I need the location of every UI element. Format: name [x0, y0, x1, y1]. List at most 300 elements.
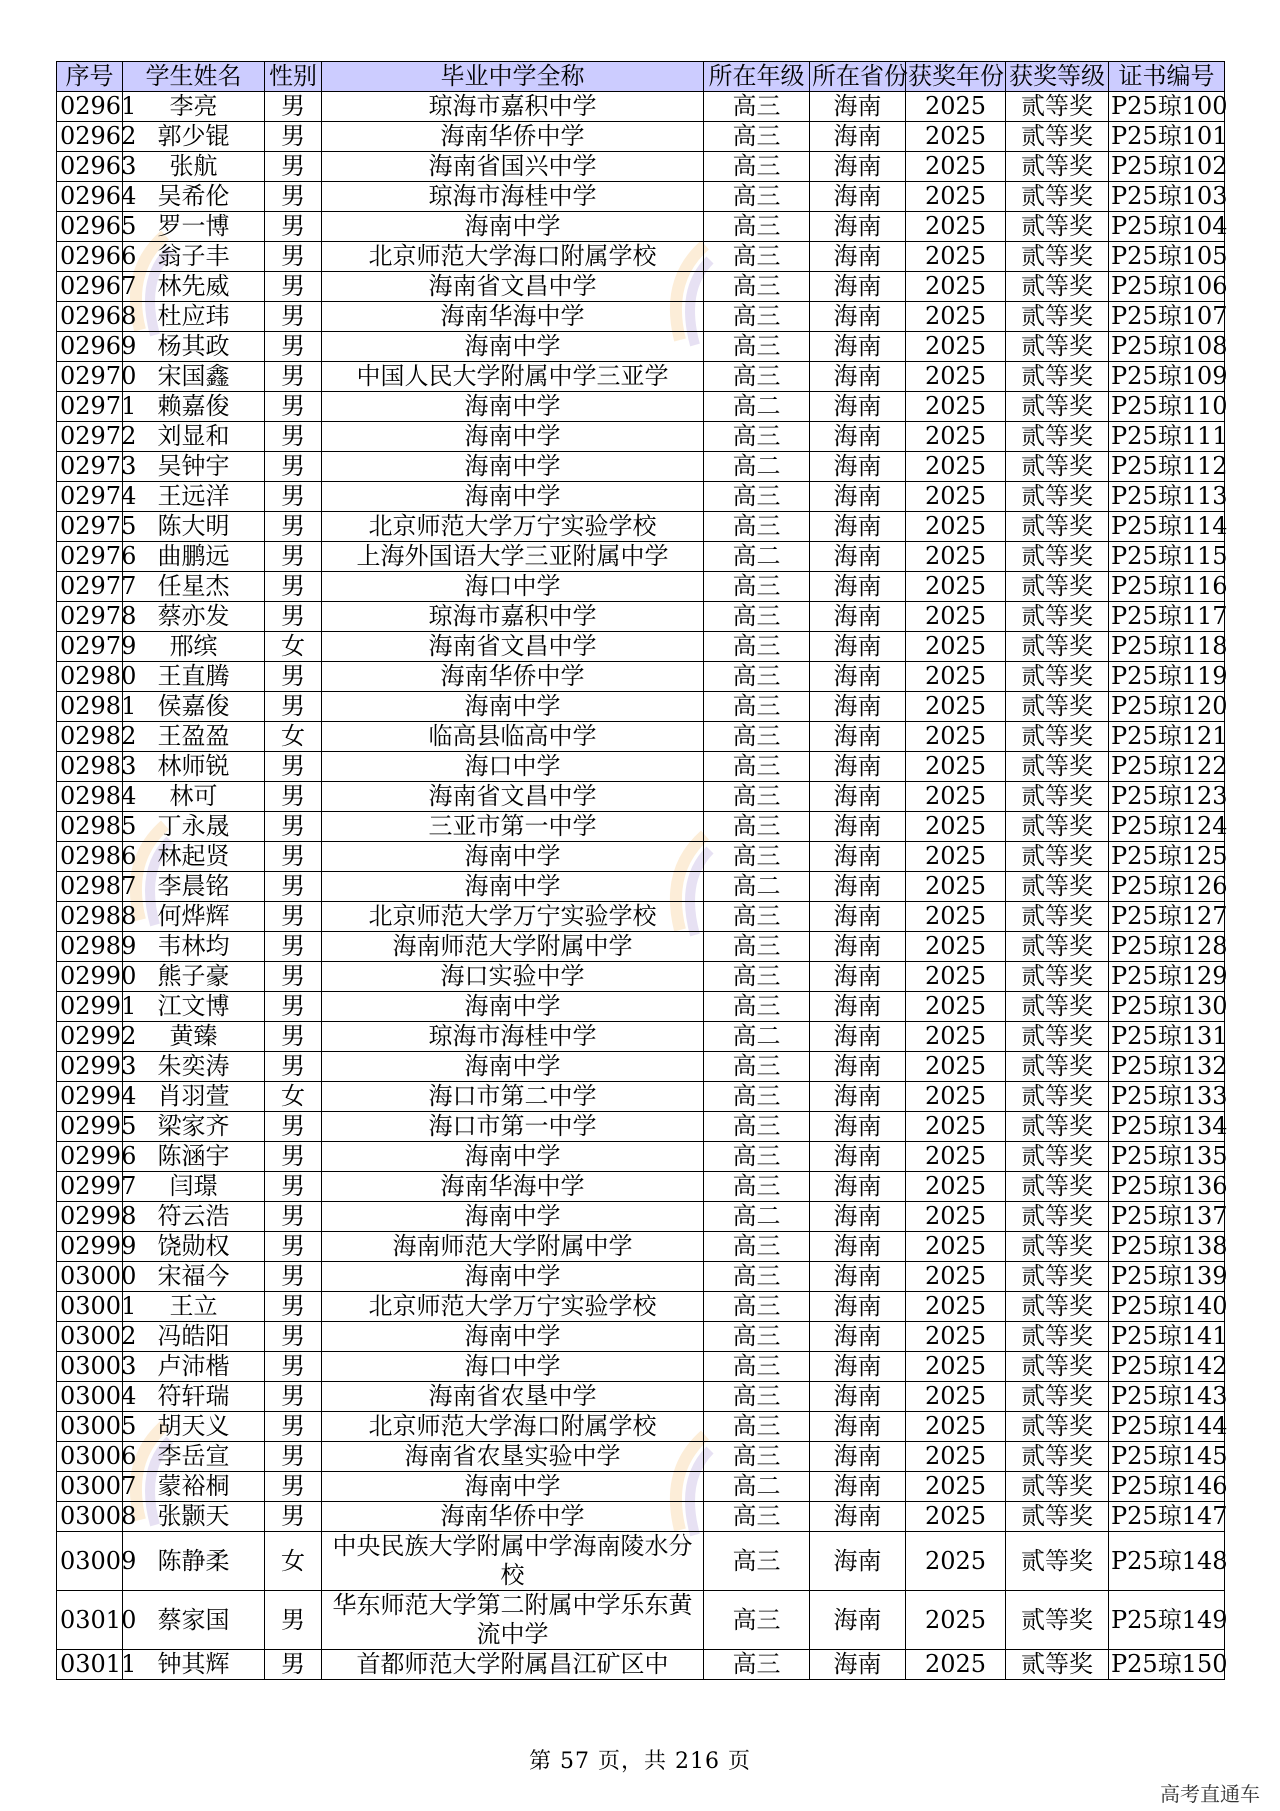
cell-grade: 高三	[704, 632, 810, 662]
cell-school: 北京师范大学万宁实验学校	[322, 1292, 704, 1322]
cell-school: 三亚市第一中学	[322, 812, 704, 842]
cell-seq: 03004	[57, 1382, 123, 1412]
cell-student-name: 林可	[123, 782, 265, 812]
header-gender: 性别	[265, 62, 322, 92]
table-row	[57, 1292, 1225, 1322]
cell-province: 海南	[810, 602, 906, 632]
cell-award-level: 贰等奖	[1006, 1232, 1109, 1262]
cell-award-level: 贰等奖	[1006, 512, 1109, 542]
cell-certificate-no: P25琼145	[1109, 1442, 1225, 1472]
cell-certificate-no: P25琼139	[1109, 1262, 1225, 1292]
cell-certificate-no: P25琼113	[1109, 482, 1225, 512]
cell-gender: 男	[265, 1472, 322, 1502]
cell-student-name: 王远洋	[123, 482, 265, 512]
cell-province: 海南	[810, 1232, 906, 1262]
table-row	[57, 302, 1225, 332]
cell-school: 琼海市嘉积中学	[322, 92, 704, 122]
table-row	[57, 932, 1225, 962]
cell-province: 海南	[810, 182, 906, 212]
cell-grade: 高三	[704, 1322, 810, 1352]
cell-seq: 02968	[57, 302, 123, 332]
cell-award-year: 2025	[906, 242, 1006, 272]
cell-certificate-no: P25琼135	[1109, 1142, 1225, 1172]
cell-award-level: 贰等奖	[1006, 1022, 1109, 1052]
cell-school: 海南中学	[322, 1472, 704, 1502]
table-row	[57, 152, 1225, 182]
cell-award-year: 2025	[906, 1202, 1006, 1232]
cell-seq: 02994	[57, 1082, 123, 1112]
cell-award-year: 2025	[906, 1112, 1006, 1142]
table-row	[57, 482, 1225, 512]
cell-gender: 男	[265, 332, 322, 362]
cell-grade: 高三	[704, 722, 810, 752]
cell-grade: 高三	[704, 1591, 810, 1650]
cell-student-name: 饶勋权	[123, 1232, 265, 1262]
cell-province: 海南	[810, 1322, 906, 1352]
cell-province: 海南	[810, 452, 906, 482]
cell-province: 海南	[810, 1022, 906, 1052]
cell-school: 海口市第一中学	[322, 1112, 704, 1142]
cell-award-level: 贰等奖	[1006, 452, 1109, 482]
cell-seq: 02991	[57, 992, 123, 1022]
cell-seq: 02982	[57, 722, 123, 752]
cell-award-year: 2025	[906, 1502, 1006, 1532]
table-row	[57, 212, 1225, 242]
cell-award-level: 贰等奖	[1006, 1202, 1109, 1232]
cell-province: 海南	[810, 782, 906, 812]
cell-gender: 男	[265, 572, 322, 602]
header-award-level: 获奖等级	[1006, 62, 1109, 92]
cell-province: 海南	[810, 302, 906, 332]
cell-certificate-no: P25琼116	[1109, 572, 1225, 602]
cell-school: 海南华海中学	[322, 302, 704, 332]
cell-school: 海南省农垦实验中学	[322, 1442, 704, 1472]
cell-certificate-no: P25琼108	[1109, 332, 1225, 362]
cell-gender: 男	[265, 932, 322, 962]
cell-certificate-no: P25琼120	[1109, 692, 1225, 722]
table-row	[57, 722, 1225, 752]
cell-gender: 女	[265, 722, 322, 752]
header-student-name: 学生姓名	[123, 62, 265, 92]
cell-province: 海南	[810, 1142, 906, 1172]
cell-student-name: 韦林均	[123, 932, 265, 962]
cell-gender: 男	[265, 182, 322, 212]
cell-award-year: 2025	[906, 302, 1006, 332]
cell-province: 海南	[810, 752, 906, 782]
cell-school: 海南中学	[322, 1322, 704, 1352]
cell-school: 海南中学	[322, 452, 704, 482]
cell-student-name: 王立	[123, 1292, 265, 1322]
cell-student-name: 王直腾	[123, 662, 265, 692]
cell-certificate-no: P25琼112	[1109, 452, 1225, 482]
cell-school: 海南中学	[322, 392, 704, 422]
cell-grade: 高三	[704, 602, 810, 632]
cell-school: 海南华侨中学	[322, 662, 704, 692]
cell-seq: 02990	[57, 962, 123, 992]
table-row	[57, 512, 1225, 542]
table-row	[57, 782, 1225, 812]
cell-gender: 男	[265, 212, 322, 242]
cell-student-name: 刘显和	[123, 422, 265, 452]
cell-award-level: 贰等奖	[1006, 362, 1109, 392]
cell-grade: 高二	[704, 1472, 810, 1502]
cell-award-level: 贰等奖	[1006, 872, 1109, 902]
cell-province: 海南	[810, 692, 906, 722]
cell-school: 海南中学	[322, 1202, 704, 1232]
cell-grade: 高三	[704, 482, 810, 512]
cell-certificate-no: P25琼130	[1109, 992, 1225, 1022]
cell-province: 海南	[810, 542, 906, 572]
cell-award-year: 2025	[906, 602, 1006, 632]
cell-grade: 高三	[704, 1112, 810, 1142]
cell-grade: 高三	[704, 332, 810, 362]
cell-gender: 男	[265, 1442, 322, 1472]
cell-seq: 03002	[57, 1322, 123, 1352]
cell-student-name: 梁家齐	[123, 1112, 265, 1142]
cell-certificate-no: P25琼131	[1109, 1022, 1225, 1052]
cell-province: 海南	[810, 722, 906, 752]
cell-award-year: 2025	[906, 422, 1006, 452]
cell-award-year: 2025	[906, 842, 1006, 872]
cell-award-level: 贰等奖	[1006, 152, 1109, 182]
cell-grade: 高三	[704, 1382, 810, 1412]
cell-seq: 02988	[57, 902, 123, 932]
cell-grade: 高三	[704, 212, 810, 242]
cell-award-level: 贰等奖	[1006, 272, 1109, 302]
cell-gender: 男	[265, 272, 322, 302]
cell-award-year: 2025	[906, 1352, 1006, 1382]
table-row	[57, 1382, 1225, 1412]
cell-seq: 03011	[57, 1650, 123, 1680]
cell-province: 海南	[810, 962, 906, 992]
cell-award-level: 贰等奖	[1006, 752, 1109, 782]
cell-award-level: 贰等奖	[1006, 902, 1109, 932]
cell-grade: 高三	[704, 1502, 810, 1532]
cell-seq: 02995	[57, 1112, 123, 1142]
cell-grade: 高二	[704, 1202, 810, 1232]
cell-grade: 高三	[704, 572, 810, 602]
cell-certificate-no: P25琼128	[1109, 932, 1225, 962]
table-row	[57, 242, 1225, 272]
cell-seq: 02965	[57, 212, 123, 242]
table-row	[57, 92, 1225, 122]
cell-gender: 男	[265, 422, 322, 452]
cell-school: 北京师范大学万宁实验学校	[322, 512, 704, 542]
cell-province: 海南	[810, 1502, 906, 1532]
page-footer: 第 57 页，共 216 页	[529, 1749, 751, 1774]
cell-award-year: 2025	[906, 1262, 1006, 1292]
cell-certificate-no: P25琼105	[1109, 242, 1225, 272]
cell-award-year: 2025	[906, 1142, 1006, 1172]
cell-award-year: 2025	[906, 482, 1006, 512]
cell-grade: 高三	[704, 1082, 810, 1112]
cell-award-level: 贰等奖	[1006, 842, 1109, 872]
table-row	[57, 632, 1225, 662]
cell-school: 海口实验中学	[322, 962, 704, 992]
cell-certificate-no: P25琼126	[1109, 872, 1225, 902]
cell-gender: 男	[265, 392, 322, 422]
table-row	[57, 572, 1225, 602]
cell-grade: 高三	[704, 1532, 810, 1591]
cell-award-level: 贰等奖	[1006, 962, 1109, 992]
cell-seq: 02993	[57, 1052, 123, 1082]
cell-grade: 高三	[704, 1650, 810, 1680]
table-row	[57, 872, 1225, 902]
cell-seq: 02973	[57, 452, 123, 482]
cell-award-level: 贰等奖	[1006, 1532, 1109, 1591]
cell-school: 海南华侨中学	[322, 1502, 704, 1532]
cell-gender: 男	[265, 122, 322, 152]
cell-award-level: 贰等奖	[1006, 242, 1109, 272]
cell-seq: 02989	[57, 932, 123, 962]
cell-certificate-no: P25琼103	[1109, 182, 1225, 212]
cell-award-level: 贰等奖	[1006, 782, 1109, 812]
table-row	[57, 392, 1225, 422]
cell-gender: 男	[265, 452, 322, 482]
cell-certificate-no: P25琼132	[1109, 1052, 1225, 1082]
cell-school: 华东师范大学第二附属中学乐东黄流中学	[322, 1591, 704, 1650]
cell-certificate-no: P25琼117	[1109, 602, 1225, 632]
cell-award-year: 2025	[906, 272, 1006, 302]
cell-student-name: 杨其政	[123, 332, 265, 362]
cell-school: 海南师范大学附属中学	[322, 1232, 704, 1262]
cell-certificate-no: P25琼123	[1109, 782, 1225, 812]
cell-gender: 男	[265, 1202, 322, 1232]
cell-school: 海南中学	[322, 1262, 704, 1292]
cell-certificate-no: P25琼106	[1109, 272, 1225, 302]
cell-certificate-no: P25琼125	[1109, 842, 1225, 872]
cell-gender: 男	[265, 1352, 322, 1382]
cell-seq: 02984	[57, 782, 123, 812]
cell-grade: 高三	[704, 1232, 810, 1262]
cell-student-name: 张航	[123, 152, 265, 182]
cell-school: 中央民族大学附属中学海南陵水分校	[322, 1532, 704, 1591]
cell-award-year: 2025	[906, 1022, 1006, 1052]
table-row	[57, 692, 1225, 722]
cell-seq: 02978	[57, 602, 123, 632]
cell-gender: 女	[265, 1082, 322, 1112]
cell-award-year: 2025	[906, 542, 1006, 572]
cell-province: 海南	[810, 872, 906, 902]
cell-school: 海南中学	[322, 992, 704, 1022]
table-row	[57, 452, 1225, 482]
table-row	[57, 962, 1225, 992]
cell-award-year: 2025	[906, 1232, 1006, 1262]
cell-student-name: 卢沛楷	[123, 1352, 265, 1382]
cell-seq: 02998	[57, 1202, 123, 1232]
cell-seq: 02970	[57, 362, 123, 392]
cell-seq: 02976	[57, 542, 123, 572]
cell-province: 海南	[810, 1202, 906, 1232]
cell-award-level: 贰等奖	[1006, 422, 1109, 452]
cell-gender: 男	[265, 1502, 322, 1532]
cell-province: 海南	[810, 1052, 906, 1082]
cell-student-name: 林起贤	[123, 842, 265, 872]
cell-award-year: 2025	[906, 992, 1006, 1022]
cell-seq: 03008	[57, 1502, 123, 1532]
cell-province: 海南	[810, 92, 906, 122]
table-row	[57, 812, 1225, 842]
table-row	[57, 1412, 1225, 1442]
cell-seq: 02992	[57, 1022, 123, 1052]
cell-award-level: 贰等奖	[1006, 1591, 1109, 1650]
cell-student-name: 郭少锟	[123, 122, 265, 152]
cell-province: 海南	[810, 1591, 906, 1650]
cell-certificate-no: P25琼144	[1109, 1412, 1225, 1442]
cell-grade: 高三	[704, 1172, 810, 1202]
cell-award-year: 2025	[906, 782, 1006, 812]
table-row	[57, 542, 1225, 572]
cell-award-level: 贰等奖	[1006, 1112, 1109, 1142]
cell-seq: 03001	[57, 1292, 123, 1322]
table-row	[57, 1472, 1225, 1502]
cell-grade: 高三	[704, 122, 810, 152]
cell-certificate-no: P25琼148	[1109, 1532, 1225, 1591]
cell-seq: 02975	[57, 512, 123, 542]
cell-province: 海南	[810, 932, 906, 962]
cell-province: 海南	[810, 992, 906, 1022]
cell-gender: 男	[265, 782, 322, 812]
cell-grade: 高三	[704, 1262, 810, 1292]
cell-province: 海南	[810, 1650, 906, 1680]
cell-gender: 男	[265, 542, 322, 572]
cell-school: 北京师范大学海口附属学校	[322, 1412, 704, 1442]
cell-certificate-no: P25琼150	[1109, 1650, 1225, 1680]
cell-award-year: 2025	[906, 1532, 1006, 1591]
cell-award-level: 贰等奖	[1006, 122, 1109, 152]
cell-school: 上海外国语大学三亚附属中学	[322, 542, 704, 572]
cell-certificate-no: P25琼149	[1109, 1591, 1225, 1650]
award-table	[56, 61, 1228, 1680]
cell-grade: 高三	[704, 812, 810, 842]
cell-province: 海南	[810, 572, 906, 602]
cell-grade: 高三	[704, 242, 810, 272]
cell-award-level: 贰等奖	[1006, 1142, 1109, 1172]
cell-school: 海南华侨中学	[322, 122, 704, 152]
cell-award-year: 2025	[906, 1442, 1006, 1472]
cell-province: 海南	[810, 122, 906, 152]
cell-province: 海南	[810, 152, 906, 182]
cell-gender: 男	[265, 1382, 322, 1412]
table-row	[57, 332, 1225, 362]
cell-gender: 男	[265, 482, 322, 512]
cell-province: 海南	[810, 1172, 906, 1202]
cell-school: 海南省农垦中学	[322, 1382, 704, 1412]
cell-school: 海口中学	[322, 1352, 704, 1382]
cell-certificate-no: P25琼114	[1109, 512, 1225, 542]
cell-award-level: 贰等奖	[1006, 1412, 1109, 1442]
cell-seq: 03006	[57, 1442, 123, 1472]
cell-province: 海南	[810, 1382, 906, 1412]
cell-student-name: 吴希伦	[123, 182, 265, 212]
cell-student-name: 杜应玮	[123, 302, 265, 332]
cell-school: 海口中学	[322, 752, 704, 782]
corner-brand: 高考直通车	[1160, 1782, 1260, 1806]
cell-student-name: 冯皓阳	[123, 1322, 265, 1352]
table-row	[57, 602, 1225, 632]
cell-gender: 男	[265, 1112, 322, 1142]
cell-student-name: 陈大明	[123, 512, 265, 542]
cell-province: 海南	[810, 332, 906, 362]
cell-school: 海南中学	[322, 422, 704, 452]
cell-award-year: 2025	[906, 392, 1006, 422]
cell-school: 海南华海中学	[322, 1172, 704, 1202]
cell-student-name: 林先威	[123, 272, 265, 302]
cell-seq: 02999	[57, 1232, 123, 1262]
cell-grade: 高三	[704, 512, 810, 542]
table-row	[57, 122, 1225, 152]
cell-school: 海南中学	[322, 692, 704, 722]
cell-award-level: 贰等奖	[1006, 1052, 1109, 1082]
cell-gender: 男	[265, 1412, 322, 1442]
cell-certificate-no: P25琼142	[1109, 1352, 1225, 1382]
cell-student-name: 张颢天	[123, 1502, 265, 1532]
cell-province: 海南	[810, 1532, 906, 1591]
cell-award-level: 贰等奖	[1006, 632, 1109, 662]
table-row	[57, 1352, 1225, 1382]
cell-award-year: 2025	[906, 152, 1006, 182]
cell-student-name: 符云浩	[123, 1202, 265, 1232]
cell-certificate-no: P25琼121	[1109, 722, 1225, 752]
cell-award-year: 2025	[906, 1052, 1006, 1082]
cell-student-name: 李亮	[123, 92, 265, 122]
cell-award-level: 贰等奖	[1006, 482, 1109, 512]
cell-certificate-no: P25琼100	[1109, 92, 1225, 122]
cell-award-year: 2025	[906, 512, 1006, 542]
cell-grade: 高三	[704, 1412, 810, 1442]
cell-certificate-no: P25琼141	[1109, 1322, 1225, 1352]
cell-gender: 男	[265, 902, 322, 932]
table-row	[57, 1442, 1225, 1472]
table-row	[57, 1052, 1225, 1082]
cell-gender: 男	[265, 302, 322, 332]
cell-grade: 高三	[704, 1052, 810, 1082]
cell-award-year: 2025	[906, 632, 1006, 662]
cell-gender: 女	[265, 1532, 322, 1591]
cell-award-level: 贰等奖	[1006, 1172, 1109, 1202]
cell-province: 海南	[810, 272, 906, 302]
header-province: 所在省份	[810, 62, 906, 92]
cell-province: 海南	[810, 392, 906, 422]
cell-student-name: 何烨辉	[123, 902, 265, 932]
cell-grade: 高三	[704, 992, 810, 1022]
cell-gender: 男	[265, 872, 322, 902]
cell-award-year: 2025	[906, 962, 1006, 992]
cell-seq: 02962	[57, 122, 123, 152]
cell-award-level: 贰等奖	[1006, 602, 1109, 632]
table-row	[57, 362, 1225, 392]
cell-award-level: 贰等奖	[1006, 662, 1109, 692]
cell-grade: 高三	[704, 422, 810, 452]
table-row	[57, 902, 1225, 932]
cell-school: 琼海市嘉积中学	[322, 602, 704, 632]
table-row	[57, 1202, 1225, 1232]
cell-school: 海南师范大学附属中学	[322, 932, 704, 962]
cell-award-year: 2025	[906, 212, 1006, 242]
cell-seq: 03003	[57, 1352, 123, 1382]
cell-student-name: 朱奕涛	[123, 1052, 265, 1082]
cell-school: 北京师范大学万宁实验学校	[322, 902, 704, 932]
cell-province: 海南	[810, 422, 906, 452]
cell-school: 海口市第二中学	[322, 1082, 704, 1112]
cell-grade: 高三	[704, 902, 810, 932]
cell-student-name: 罗一博	[123, 212, 265, 242]
cell-student-name: 钟其辉	[123, 1650, 265, 1680]
table-body	[57, 92, 1228, 1680]
cell-student-name: 翁子丰	[123, 242, 265, 272]
cell-grade: 高三	[704, 1292, 810, 1322]
cell-certificate-no: P25琼138	[1109, 1232, 1225, 1262]
